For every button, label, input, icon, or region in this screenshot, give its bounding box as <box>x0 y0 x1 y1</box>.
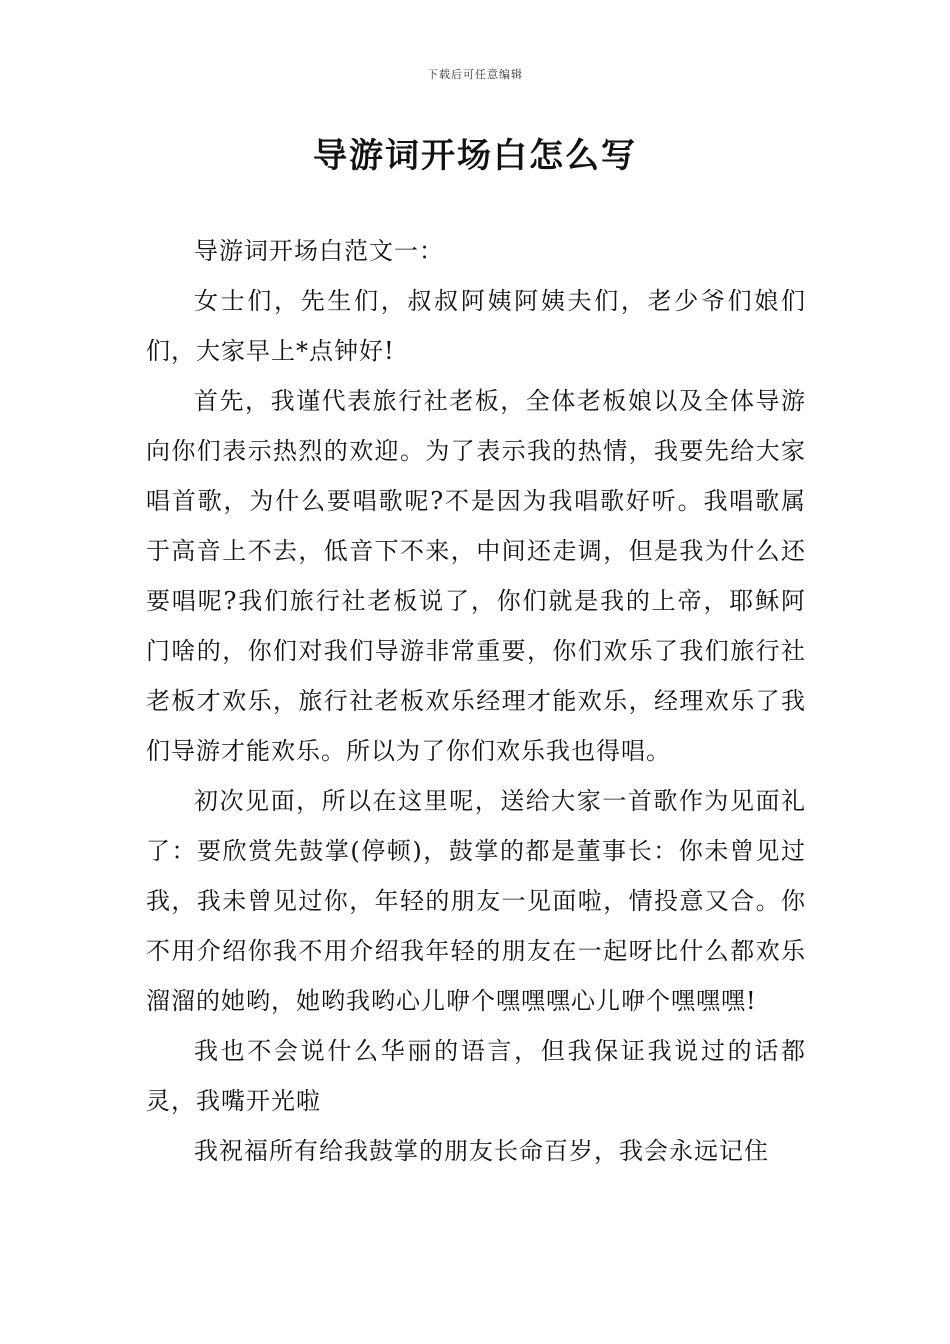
paragraph-6: 我祝福所有给我鼓掌的朋友长命百岁，我会永远记住 <box>194 1137 769 1165</box>
document-body <box>146 226 806 1176</box>
header-note: 下载后可任意编辑 <box>427 68 523 81</box>
document-title: 导游词开场白怎么写 <box>313 136 637 176</box>
paragraph-1: 导游词开场白范文一： <box>194 237 444 265</box>
paragraph-2: 女士们，先生们，叔叔阿姨阿姨夫们，老少爷们娘们们，大家早上*点钟好! <box>146 287 806 365</box>
paragraph-3: 首先，我谨代表旅行社老板，全体老板娘以及全体导游向你们表示热烈的欢迎。为了表示我的热情，我要先给大家唱首歌，为什么要唱歌呢?不是因为我唱歌好听。我唱歌属于高音上不去，低音下不来，中间还走调，但是我为什么还要唱呢?我们旅行社老板说了，你们就是我的上帝，耶稣阿门啥的，你们对我们导游非常重要，你们欢乐了我们旅行社老板才欢乐，旅行社老板欢乐经理才能欢乐，经理欢乐了我们导游才能欢乐。所以为了你们欢乐我也得唱。 <box>146 387 806 765</box>
paragraph-5: 我也不会说什么华丽的语言，但我保证我说过的话都灵，我嘴开光啦 <box>146 1037 806 1115</box>
paragraph-4: 初次见面，所以在这里呢，送给大家一首歌作为见面礼了：要欣赏先鼓掌(停顿)，鼓掌的都是董事长：你未曾见过我，我未曾见过你，年轻的朋友一见面啦，情投意又合。你不用介绍你我不用介绍我年轻的朋友在一起呀比什么都欢乐溜溜的她哟，她哟我哟心儿咿个嘿嘿嘿心儿咿个嘿嘿嘿! <box>146 787 806 1015</box>
